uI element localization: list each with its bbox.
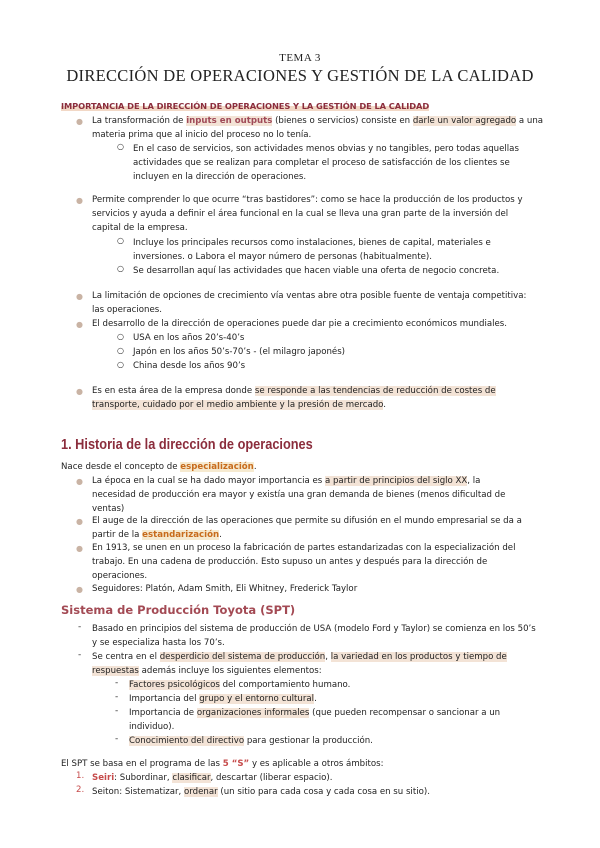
circle-bullet-icon: ○ bbox=[117, 264, 124, 273]
paragraph-desperdicio: Se centra en el desperdicio del sistema de producción, la variedad en los productos y tiempo de respuestas además incluye los siguientes elementos: bbox=[92, 652, 507, 676]
dash-bullet-icon: - bbox=[115, 692, 119, 702]
bullet-icon: ● bbox=[76, 387, 83, 396]
list-item-china: China desde los años 90’s bbox=[133, 361, 246, 371]
circle-bullet-icon: ○ bbox=[117, 142, 124, 151]
bullet-icon: ● bbox=[76, 320, 83, 329]
section-heading-spt: Sistema de Producción Toyota (SPT) bbox=[61, 603, 296, 617]
paragraph-tras-bastidores: Permite comprender lo que ocurre “tras bastidores”: como se hace la producción de los productos y servicios y ayuda a definir el área funcional en la cual se lleva una gran parte de la inversión del capital de la empresa. bbox=[92, 195, 523, 233]
paragraph-recursos: Incluye los principales recursos como instalaciones, bienes de capital, materiales e inversiones. o Labora el mayor número de personas (habitualmente). bbox=[133, 238, 491, 262]
section-heading-importancia: IMPORTANCIA DE LA DIRECCIÓN DE OPERACIONES Y LA GESTIÓN DE LA CALIDAD bbox=[61, 101, 430, 111]
list-item-usa: USA en los años 20’s-40’s bbox=[133, 333, 245, 343]
bullet-icon: ● bbox=[76, 196, 83, 205]
bullet-icon: ● bbox=[76, 517, 83, 526]
paragraph-tendencias: Es en esta área de la empresa donde se responde a las tendencias de reducción de costes de transporte, cuidado por el medio ambiente y la presión de mercado. bbox=[92, 386, 496, 410]
paragraph-actividades: Se desarrollan aquí las actividades que hacen viable una oferta de negocio concreta. bbox=[133, 266, 500, 276]
list-item-seiri: Seiri: Subordinar, clasificar, descartar (liberar espacio). bbox=[92, 773, 333, 783]
list-item-seiton: Seiton: Sistematizar, ordenar (un sitio para cada cosa y cada cosa en su sitio). bbox=[92, 787, 430, 797]
list-item-conocimiento: Conocimiento del directivo para gestionar la producción. bbox=[129, 736, 373, 746]
circle-bullet-icon: ○ bbox=[117, 346, 124, 355]
paragraph-auge: El auge de la dirección de las operaciones que permite su difusión en el mundo empresarial se da a partir de la estandarización. bbox=[92, 516, 522, 540]
paragraph-basado: Basado en principios del sistema de producción de USA (modelo Ford y Taylor) se comienza en los 50’s y se especializa hasta los 70’s. bbox=[92, 624, 536, 648]
paragraph-1913: En 1913, se unen en un proceso la fabricación de partes estandarizadas con la especialización del trabajo. En una cadena de producción. Esto supuso un antes y después para la dirección de operaciones. bbox=[92, 543, 516, 581]
bullet-icon: ● bbox=[76, 585, 83, 594]
bullet-icon: ● bbox=[76, 292, 83, 301]
paragraph-seguidores: Seguidores: Platón, Adam Smith, Eli Whitney, Frederick Taylor bbox=[92, 584, 358, 594]
list-item-organizaciones: Importancia de organizaciones informales (que pueden recompensar o sancionar a un individuo). bbox=[129, 708, 501, 732]
circle-bullet-icon: ○ bbox=[117, 332, 124, 341]
dash-bullet-icon: - bbox=[115, 734, 119, 744]
circle-bullet-icon: ○ bbox=[117, 360, 124, 369]
bullet-icon: ● bbox=[76, 544, 83, 553]
list-number: 1. bbox=[76, 771, 85, 781]
list-number: 2. bbox=[76, 785, 85, 795]
circle-bullet-icon: ○ bbox=[117, 236, 124, 245]
paragraph-5s: El SPT se basa en el programa de las 5 “S” y es aplicable a otros ámbitos: bbox=[61, 759, 384, 769]
list-item-factores: Factores psicológicos del comportamiento humano. bbox=[129, 680, 351, 690]
dash-bullet-icon: - bbox=[115, 678, 119, 688]
dash-bullet-icon: - bbox=[78, 650, 82, 660]
paragraph-inputs-outputs: La transformación de inputs en outputs (bienes o servicios) consiste en darle un valor agregado a una materia prima que al inicio del proceso no lo tenía. bbox=[92, 116, 544, 140]
paragraph-nace: Nace desde el concepto de especialización. bbox=[61, 462, 257, 472]
list-item-japon: Japón en los años 50’s-70’s - (el milagro japonés) bbox=[133, 347, 346, 357]
dash-bullet-icon: - bbox=[78, 622, 82, 632]
page-title: DIRECCIÓN DE OPERACIONES Y GESTIÓN DE LA CALIDAD bbox=[66, 66, 534, 85]
bullet-icon: ● bbox=[76, 117, 83, 126]
paragraph-desarrollo: El desarrollo de la dirección de operaciones puede dar pie a crecimiento económicos mundiales. bbox=[92, 319, 507, 329]
paragraph-limitacion: La limitación de opciones de crecimiento vía ventas abre otra posible fuente de ventaja competitiva: las operaciones. bbox=[92, 291, 527, 315]
list-item-grupo: Importancia del grupo y el entorno cultural. bbox=[129, 694, 317, 704]
topic-number: TEMA 3 bbox=[279, 52, 321, 64]
bullet-icon: ● bbox=[76, 477, 83, 486]
paragraph-epoca: La época en la cual se ha dado mayor importancia es a partir de principios del siglo XX, la necesidad de producción era mayor y existía una gran demanda de bienes (menos dificultad de ventas) bbox=[92, 476, 506, 514]
paragraph-servicios: En el caso de servicios, son actividades menos obvias y no tangibles, pero todas aquellas actividades que se realizan para completar el proceso de satisfacción de los clientes se incluyen en la dirección de operaciones. bbox=[133, 144, 519, 182]
section-heading-historia: 1. Historia de la dirección de operaciones bbox=[61, 437, 313, 453]
dash-bullet-icon: - bbox=[115, 706, 119, 716]
